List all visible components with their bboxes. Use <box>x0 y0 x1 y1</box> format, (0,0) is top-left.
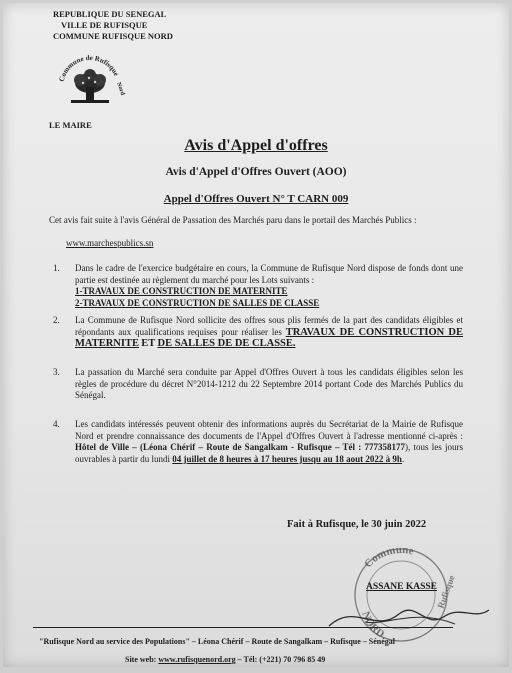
commune-emblem-icon <box>53 53 127 109</box>
commune-line: COMMUNE RUFISQUE NORD <box>53 31 173 41</box>
clause-number: 3. <box>53 367 60 377</box>
address: Hôtel de Ville – (Léona Chérif – Route de Sangalkam - Rufisque – Tél : 777358177 <box>75 442 406 452</box>
intro-paragraph: Cet avis fait suite à l'avis Général de Passation des Marchés paru dans le portail des Marchés Publics : <box>49 215 417 225</box>
svg-text:NORD: NORD <box>359 609 387 641</box>
place-and-date: Fait à Rufisque, le 30 juin 2022 <box>287 519 427 530</box>
clause-number: 1. <box>53 263 60 273</box>
clause-number: 2. <box>53 315 60 325</box>
svg-text:Commune: Commune <box>362 543 415 571</box>
lot-2: 2-TRAVAUX DE CONSTRUCTION DE SALLES DE CLASSE <box>75 297 320 308</box>
clause-text: Dans le cadre de l'exercice budgétaire en cours, la Commune de Rufisque Nord dispose de fonds dont une partie est destinée au règlement du marché pour les Lots suivants : <box>75 263 463 285</box>
works-maternity: TRAVAUX DE CONSTRUCTION DE MATERNITE <box>75 326 464 349</box>
clause-mid-text: ), tous les jours ouvrables à partir du lundi <box>75 442 463 464</box>
works-and: ET <box>141 338 156 349</box>
submission-dates: 04 juillet de 8 heures à 17 heures jusqu au 18 aout 2022 à 9h <box>172 453 402 464</box>
footer-site-label: Site web: <box>125 655 157 664</box>
city-line: VILLE DE RUFISQUE <box>61 20 148 30</box>
clause-3 <box>53 367 463 402</box>
clause-end: . <box>401 453 405 464</box>
procurement-portal-link[interactable]: www.marchespublics.sn <box>66 238 154 248</box>
mayor-label: LE MAIRE <box>49 120 92 130</box>
footer-website-link[interactable]: www.rufisquenord.org <box>158 655 236 664</box>
document-page <box>3 3 509 667</box>
clause-4 <box>53 419 463 465</box>
svg-text:Rufisque: Rufisque <box>435 573 457 610</box>
handwritten-signature-icon <box>325 596 493 636</box>
footer-phone: – Tél: (+221) 70 796 85 49 <box>237 655 326 664</box>
republic-line: REPUBLIQUE DU SENEGAL <box>53 9 167 19</box>
lot-1: 1-TRAVAUX DE CONSTRUCTION DE MATERNITE <box>75 286 288 296</box>
clause-text: La passation du Marché sera conduite par Appel d'Offres Ouvert à tous les candidats éligibles selon les règles de procédure du décret N°2014-1212 du 22 Septembre 2014 portant Code des Marchés Publics du Sénégal. <box>75 367 463 400</box>
svg-text:Commune de Rufisque: Commune de Rufisque <box>57 53 121 83</box>
clause-number: 4. <box>53 419 60 429</box>
clause-1 <box>53 263 463 309</box>
clause-2 <box>53 315 463 350</box>
footer-divider <box>33 627 453 628</box>
clause-text: Les candidats intéressés peuvent obtenir des informations auprès du Secrétariat de la Mairie de Rufisque Nord et prendre connaissance des documents de l'Appel d'Offres Ouvert à l'adresse mentionné ci-après : <box>75 419 463 441</box>
clause-text: La Commune de Rufisque Nord sollicite des offres sous plis fermés de la part des candidats éligibles et répondants aux qualifications requises pour réaliser les <box>75 315 463 337</box>
works-classrooms: DE SALLES DE DE CLASSE. <box>157 338 296 349</box>
footer-contact <box>125 655 325 664</box>
svg-text:Nord: Nord <box>115 81 126 97</box>
letterhead <box>53 9 173 42</box>
document-subtitle: Avis d'Appel d'Offres Ouvert (AOO) <box>165 166 347 178</box>
signatory-name: ASSANE KASSE <box>366 582 438 592</box>
footer-slogan: "Rufisque Nord au service des Populations" – Léona Chérif – Route de Sangalkam – Rufisque – Sénégal <box>39 637 396 646</box>
tender-reference: Appel d'Offres Ouvert N° T CARN 009 <box>163 193 349 205</box>
document-title: Avis d'Appel d'offres <box>184 137 328 154</box>
